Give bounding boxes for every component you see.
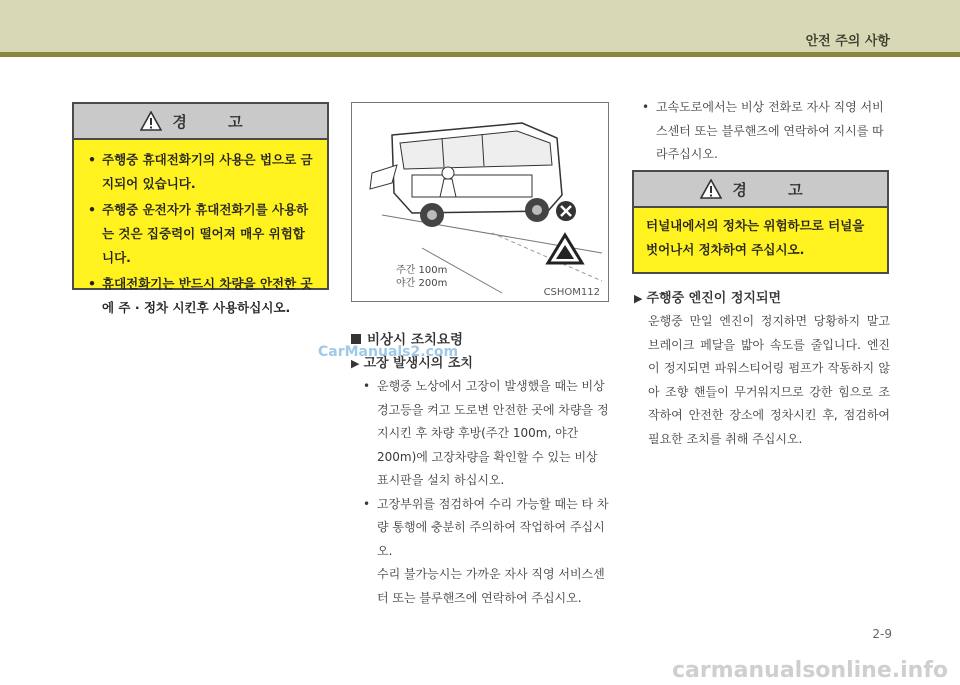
instruction-item: • 운행중 노상에서 고장이 발생했을 때는 비상경고등을 켜고 도로변 안전한 곳에 차량을 정지시킨 후 차량 후방(주간 100m, 야간 200m)에 고장차량을 확인할 수 있는 비상표시판을 설치 하십시오. — [361, 375, 609, 493]
breakdown-illustration — [351, 102, 609, 302]
watermark: CarManuals2.com — [318, 344, 459, 360]
instruction-continuation: 수리 불가능시는 가까운 자사 직영 서비스센터 또는 블루핸즈에 연락하여 주십시오. — [377, 567, 605, 605]
header-rule — [0, 52, 960, 57]
warning-header — [634, 172, 887, 208]
warning-header — [74, 104, 327, 140]
warning-title: 경 고 — [732, 180, 821, 199]
figure-code: CSHOM112 — [543, 287, 600, 298]
warning-box-phone — [72, 102, 329, 315]
breakdown-instructions — [361, 375, 609, 610]
warning-triangle-icon — [140, 111, 162, 131]
breakdown-subheading: ▶ 고장 발생시의 조치 — [351, 356, 473, 371]
triangle-bullet-icon: ▶ — [351, 357, 360, 370]
distance-label-night: 야간 200m — [396, 278, 448, 289]
footer-watermark: carmanualsonline.info — [672, 658, 948, 683]
warning-triangle-icon — [700, 179, 722, 199]
section-title: 안전 주의 사항 — [805, 34, 890, 49]
warning-box-tunnel — [632, 170, 889, 274]
warning-body — [74, 140, 327, 320]
instruction-item: • 고장부위를 점검하여 수리 가능할 때는 타 차량 통행에 충분히 주의하여 작업하여 주십시오. — [361, 493, 609, 564]
broken-down-bus-illustration — [352, 103, 609, 302]
engine-stop-subheading: ▶ 주행중 엔진이 정지되면 — [634, 291, 782, 306]
warning-title: 경 고 — [172, 112, 261, 131]
warning-text: 터널내에서의 정차는 위험하므로 터널을 벗어나서 정차하여 주십시오. — [646, 218, 865, 257]
warning-body — [634, 208, 887, 262]
instruction-item: • 고속도로에서는 비상 전화로 자사 직영 서비스센터 또는 블루핸즈에 연락하여 지시를 따라주십시오. — [640, 96, 888, 167]
engine-stop-text: 운행중 만일 엔진이 정지하면 당황하지 말고 브레이크 페달을 밟아 속도를 줄입니다. 엔진이 정지되면 파워스티어링 펌프가 작동하지 않아 조향 핸들이 무거워지므로 강한 힘으로 조작하여 안전한 장소에 정차시킨 후, 점검하여 필요한 조치를 취해 주십시오. — [648, 314, 890, 446]
distance-label-day: 주간 100m — [396, 265, 448, 276]
warning-item: • 주행중 운전자가 휴대전화기를 사용하는 것은 집중력이 떨어져 매우 위험합니다. — [86, 198, 315, 270]
warning-item: • 휴대전화기는 반드시 차량을 안전한 곳에 주 · 정차 시킨후 사용하십시오. — [86, 272, 315, 320]
warning-item: • 주행중 휴대전화기의 사용은 법으로 금지되어 있습니다. — [86, 148, 315, 196]
highway-instruction — [640, 96, 888, 167]
square-bullet-icon — [351, 334, 361, 344]
emergency-heading: 비상시 조치요령 — [351, 328, 463, 348]
page-number: 2-9 — [872, 627, 892, 641]
triangle-bullet-icon: ▶ — [634, 292, 643, 305]
